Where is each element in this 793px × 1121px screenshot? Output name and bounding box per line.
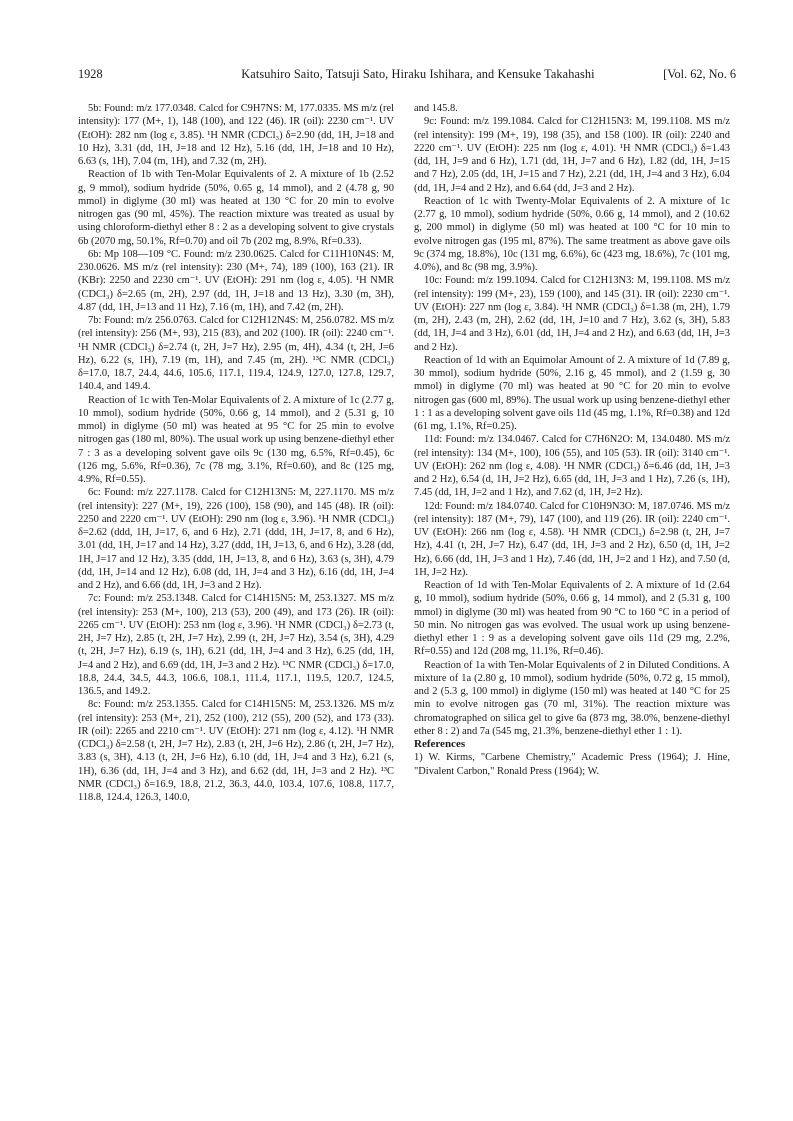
- page-number: 1928: [78, 67, 103, 81]
- paragraph-reaction-1a-diluted: Reaction of 1a with Ten-Molar Equivalents of 2 in Diluted Conditions. A mixture of 1a (2.80 g, 10 mmol), sodium hydride (50%, 0.72 g, 15 mmol), and 2 (5.3 g, 100 mmol) in diglyme (150 ml) was heated at 140 °C for 25 min to evolve nitrogen gas (70 ml, 31%). The reaction mixture was chromatographed on silica gel to give 6a (873 mg, 38.0%, benzene-diethyl ether 8 : 2) and 7a (545 mg, 21.3%, benzene-diethyl ether 1 : 1).: [414, 659, 730, 737]
- paragraph-reaction-1b: Reaction of 1b with Ten-Molar Equivalents of 2. A mixture of 1b (2.52 g, 9 mmol), sodium hydride (50%, 0.65 g, 14 mmol), and 2 (4.78 g, 90 mmol) in diglyme (30 ml) was heated at 130 °C for 20 min to evolve nitrogen gas (90 ml, 45%). The reaction mixture was treated as usual by using chloroform-diethyl ether 8 : 2 as a developing solvent to give crystals 6b (2070 mg, 50.1%, Rf=0.70) and oil 7b (202 mg, 8.9%, Rf=0.33).: [78, 169, 394, 247]
- volume-info: [Vol. 62, No. 6: [663, 67, 736, 81]
- paragraph-6c: 6c: Found: m/z 227.1178. Calcd for C12H13N5: M, 227.1170. MS m/z (rel intensity): 227 (M+, 19), 226 (100), 158 (90), and 145 (48). IR (oil): 2250 and 2220 cm⁻¹. UV (EtOH): 290 nm (log ε, 3.96). ¹H NMR (CDCl₃) δ=2.62 (ddd, 1H, J=17, 6, and 6 Hz), 2.71 (ddd, 1H, J=17, 8, and 6 Hz), 3.01 (dd, 1H, J=17 and 14 Hz), 3.27 (ddd, 1H, J=13, 6, and 6 Hz), 3.28 (dd, 1H, J=17 and 12 Hz), 3.35 (ddd, 1H, J=13, 8, and 6 Hz), 3.63 (s, 3H), 4.79 (dd, 1H, J=14 and 12 Hz), 6.08 (dd, 1H, J=4 and 3 Hz), 6.16 (dd, 1H, J=4 and 2 Hz), and 6.66 (dd, 1H, J=3 and 2 Hz).: [78, 487, 394, 591]
- paragraph-10c: 10c: Found: m/z 199.1094. Calcd for C12H13N3: M, 199.1108. MS m/z (rel intensity): 199 (M+, 23), 159 (100), and 145 (31). IR (oil): 2230 cm⁻¹. UV (EtOH): 227 nm (log ε, 3.84). ¹H NMR (CDCl₃) δ=1.38 (m, 2H), 1.79 (m, 2H), 2.43 (m, 2H), 2.62 (dd, 1H, J=10 and 7 Hz), 3.62 (s, 3H), 5.83 (dd, 1H, J=4 and 3 Hz), 6.01 (dd, 1H, J=4 and 2 Hz), and 6.63 (dd, 1H, J=3 and 2 Hz).: [414, 275, 730, 353]
- right-column: [414, 102, 730, 778]
- paragraph-8c-continued: and 145.8.: [414, 103, 458, 114]
- paragraph-reaction-1d-equimolar: Reaction of 1d with an Equimolar Amount of 2. A mixture of 1d (7.89 g, 30 mmol), sodium hydride (50%, 2.16 g, 45 mmol), and 2 (1.59 g, 30 mmol) in diglyme (70 ml) was heated at 90 °C for 20 min to evolve nitrogen gas (600 ml, 89%). The usual work up using benzene-diethyl ether 1 : 1 as a developing solvent gave oils 11d (45 mg, 1.1%, Rf=0.38) and 12d (61 mg, 1.1%, Rf=0.25).: [414, 354, 730, 432]
- running-header: [78, 67, 736, 87]
- paragraph-9c: 9c: Found: m/z 199.1084. Calcd for C12H15N3: M, 199.1108. MS m/z (rel intensity): 199 (M+, 19), 198 (35), and 158 (100). IR (oil): 2240 and 2220 cm⁻¹. UV (EtOH): 225 nm (log ε, 4.01). ¹H NMR (CDCl₃) δ=1.43 (dd, 1H, J=9 and 6 Hz), 1.71 (dd, 1H, J=7 and 6 Hz), 1.82 (dd, 1H, J=15 and 7 Hz), 2.05 (dd, 1H, J=15 and 7 Hz), 2.21 (dd, 1H, J=4 and 3 Hz), 6.04 (dd, 1H, J=4 and 2 Hz), and 6.64 (dd, J=3 and 2 Hz).: [414, 116, 730, 194]
- paragraph-6b: 6b: Mp 108—109 °C. Found: m/z 230.0625. Calcd for C11H10N4S: M, 230.0626. MS m/z (rel intensity): 230 (M+, 74), 189 (100), 163 (21). IR (KBr): 2250 and 2230 cm⁻¹. UV (EtOH): 291 nm (log ε, 4.05). ¹H NMR (CDCl₃) δ=2.65 (m, 2H), 2.97 (dd, 1H, J=18 and 13 Hz), 3.30 (m, 3H), 4.87 (dd, 1H, J=13 and 11 Hz), 7.16 (m, 1H), and 7.42 (m, 2H).: [78, 248, 394, 313]
- paragraph-reaction-1d-ten: Reaction of 1d with Ten-Molar Equivalents of 2. A mixture of 1d (2.64 g, 10 mmol), sodium hydride (50%, 0.66 g, 14 mmol), and 2 (5.31 g, 100 mmol) in diglyme (30 ml) was heated from 90 °C to 160 °C in a period of 50 min. No nitrogen gas was evolved. The usual work up using benzene-diethyl ether 1 : 9 as a developing solvent gave oils 11d (29 mg, 2.2%, Rf=0.55) and 12d (208 mg, 11.1%, Rf=0.46).: [414, 580, 730, 658]
- paragraph-7c: 7c: Found: m/z 253.1348. Calcd for C14H15N5: M, 253.1327. MS m/z (rel intensity): 253 (M+, 100), 213 (53), 200 (49), and 173 (26). IR (oil): 2265 cm⁻¹. UV (EtOH): 253 nm (log ε, 3.96). ¹H NMR (CDCl₃) δ=2.73 (t, 2H, J=7 Hz), 2.85 (t, 2H, J=7 Hz), 2.99 (t, 2H, J=7 Hz), 3.54 (s, 3H), 4.29 (t, 2H, J=7 Hz), 6.19 (s, 1H), 6.21 (dd, 1H, J=4 and 3 Hz), 6.25 (dd, 1H, J=4 and 2 Hz), and 6.69 (dd, 1H, J=3 and 2 Hz). ¹³C NMR (CDCl₃) δ=17.0, 18.8, 24.4, 34.5, 44.3, 106.6, 108.1, 111.4, 117.1, 119.5, 120.7, 124.5, 136.5, and 149.2.: [78, 593, 394, 697]
- reference-item: 1) W. Kirms, "Carbene Chemistry," Academic Press (1964); J. Hine, "Divalent Carbon," Ronald Press (1964); W.: [414, 752, 730, 777]
- paragraph-12d: 12d: Found: m/z 184.0740. Calcd for C10H9N3O: M, 187.0746. MS m/z (rel intensity): 187 (M+, 79), 147 (100), and 119 (26). IR (oil): 2240 cm⁻¹. UV (EtOH): 266 nm (log ε, 4.58). ¹H NMR (CDCl₃) δ=2.98 (t, 2H, J=7 Hz), 4.41 (t, 2H, J=7 Hz), 6.47 (dd, 1H, J=3 and 2 Hz), 6.50 (d, 1H, J=2 Hz), 6.66 (dd, 1H, J=3 and 1 Hz), 7.46 (dd, 1H, J=2 and 1 Hz), and 7.50 (d, 1H, J=2 Hz).: [414, 500, 730, 578]
- paragraph-8c: 8c: Found: m/z 253.1355. Calcd for C14H15N5: M, 253.1326. MS m/z (rel intensity): 253 (M+, 21), 252 (100), 212 (55), 200 (52), and 173 (33). IR (oil): 2265 and 2210 cm⁻¹. UV (EtOH): 271 nm (log ε, 4.12). ¹H NMR (CDCl₃) δ=2.58 (t, 2H, J=7 Hz), 2.83 (t, 2H, J=6 Hz), 2.86 (t, 2H, J=7 Hz), 3.83 (s, 3H), 4.13 (t, 2H, J=6 Hz), 6.10 (dd, 1H, J=4 and 3 Hz), 6.21 (s, 1H), 6.36 (dd, 1H, J=4 and 3 Hz), and 6.62 (dd, 1H, J=3 and 2 Hz). ¹³C NMR (CDCl₃) δ=16.9, 18.8, 21.2, 36.3, 44.0, 103.4, 107.6, 108.8, 117.7, 118.8, 124.4, 126.3, 140.0,: [78, 699, 394, 803]
- paragraph-reaction-1c-ten: Reaction of 1c with Ten-Molar Equivalents of 2. A mixture of 1c (2.77 g, 10 mmol), sodium hydride (50%, 0.66 g, 14 mmol), and 2 (5.31 g, 10 mmol) in diglyme (50 ml) was heated at 95 °C for 25 min to evolve nitrogen gas (180 ml, 80%). The usual work up using benzene-diethyl ether 7 : 3 as a developing solvent gave oils 9c (130 mg, 6.5%, Rf=0.45), 6c (126 mg, 5.6%, Rf=0.36), 7c (78 mg, 3.1%, Rf=0.60), and 8c (125 mg, 4.9%, Rf=0.55).: [78, 394, 394, 485]
- paragraph-7b: 7b: Found: m/z 256.0763. Calcd for C12H12N4S: M, 256.0782. MS m/z (rel intensity): 256 (M+, 93), 215 (83), and 202 (100). IR (oil): 2240 cm⁻¹. ¹H NMR (CDCl₃) δ=2.74 (t, 2H, J=7 Hz), 2.95 (m, 4H), 4.34 (t, 2H, J=6 Hz), 6.22 (s, 1H), 7.19 (m, 1H), and 7.45 (m, 2H). ¹³C NMR (CDCl₃) δ=17.0, 18.7, 24.4, 44.6, 105.6, 117.1, 119.4, 124.9, 127.0, 127.8, 129.7, 140.4, and 149.4.: [78, 315, 394, 393]
- references-heading: References: [414, 738, 466, 750]
- left-column: [78, 102, 394, 804]
- paragraph-5b: 5b: Found: m/z 177.0348. Calcd for C9H7NS: M, 177.0335. MS m/z (rel intensity): 177 (M+, 1), 148 (100), and 122 (46). IR (oil): 2230 cm⁻¹. UV (EtOH): 282 nm (log ε, 3.85). ¹H NMR (CDCl₃) δ=2.90 (dd, 1H, J=18 and 10 Hz), 3.31 (dd, 1H, J=18 and 12 Hz), 5.16 (dd, 1H, J=18 and 10 Hz), 6.63 (s, 1H), 7.04 (m, 1H), and 7.32 (m, 2H).: [78, 103, 394, 167]
- running-authors: Katsuhiro Saito, Tatsuji Sato, Hiraku Ishihara, and Kensuke Takahashi: [241, 67, 595, 81]
- paragraph-reaction-1c-twenty: Reaction of 1c with Twenty-Molar Equivalents of 2. A mixture of 1c (2.77 g, 10 mmol), sodium hydride (50%, 0.66 g, 14 mmol), and 2 (10.62 g, 200 mmol) in diglyme (50 ml) was heated at 100 °C for 10 min to evolve nitrogen gas (195 ml, 87%). The same treatment as above gave oils 9c (374 mg, 18.8%), 10c (131 mg, 6.6%), 6c (423 mg, 18.6%), 7c (101 mg, 4.0%), and 8c (98 mg, 3.9%).: [414, 195, 730, 273]
- paragraph-11d: 11d: Found: m/z 134.0467. Calcd for C7H6N2O: M, 134.0480. MS m/z (rel intensity): 134 (M+, 100), 106 (55), and 105 (53). IR (oil): 3140 cm⁻¹. UV (EtOH): 262 nm (log ε, 4.08). ¹H NMR (CDCl₃) δ=6.46 (dd, 1H, J=3 and 2 Hz), 6.54 (d, 1H, J=2 Hz), 6.65 (dd, 1H, J=3 and 1 Hz), 7.26 (s, 1H), 7.45 (dd, 1H, J=2 and 1 Hz), and 7.62 (d, 1H, J=2 Hz).: [414, 434, 730, 499]
